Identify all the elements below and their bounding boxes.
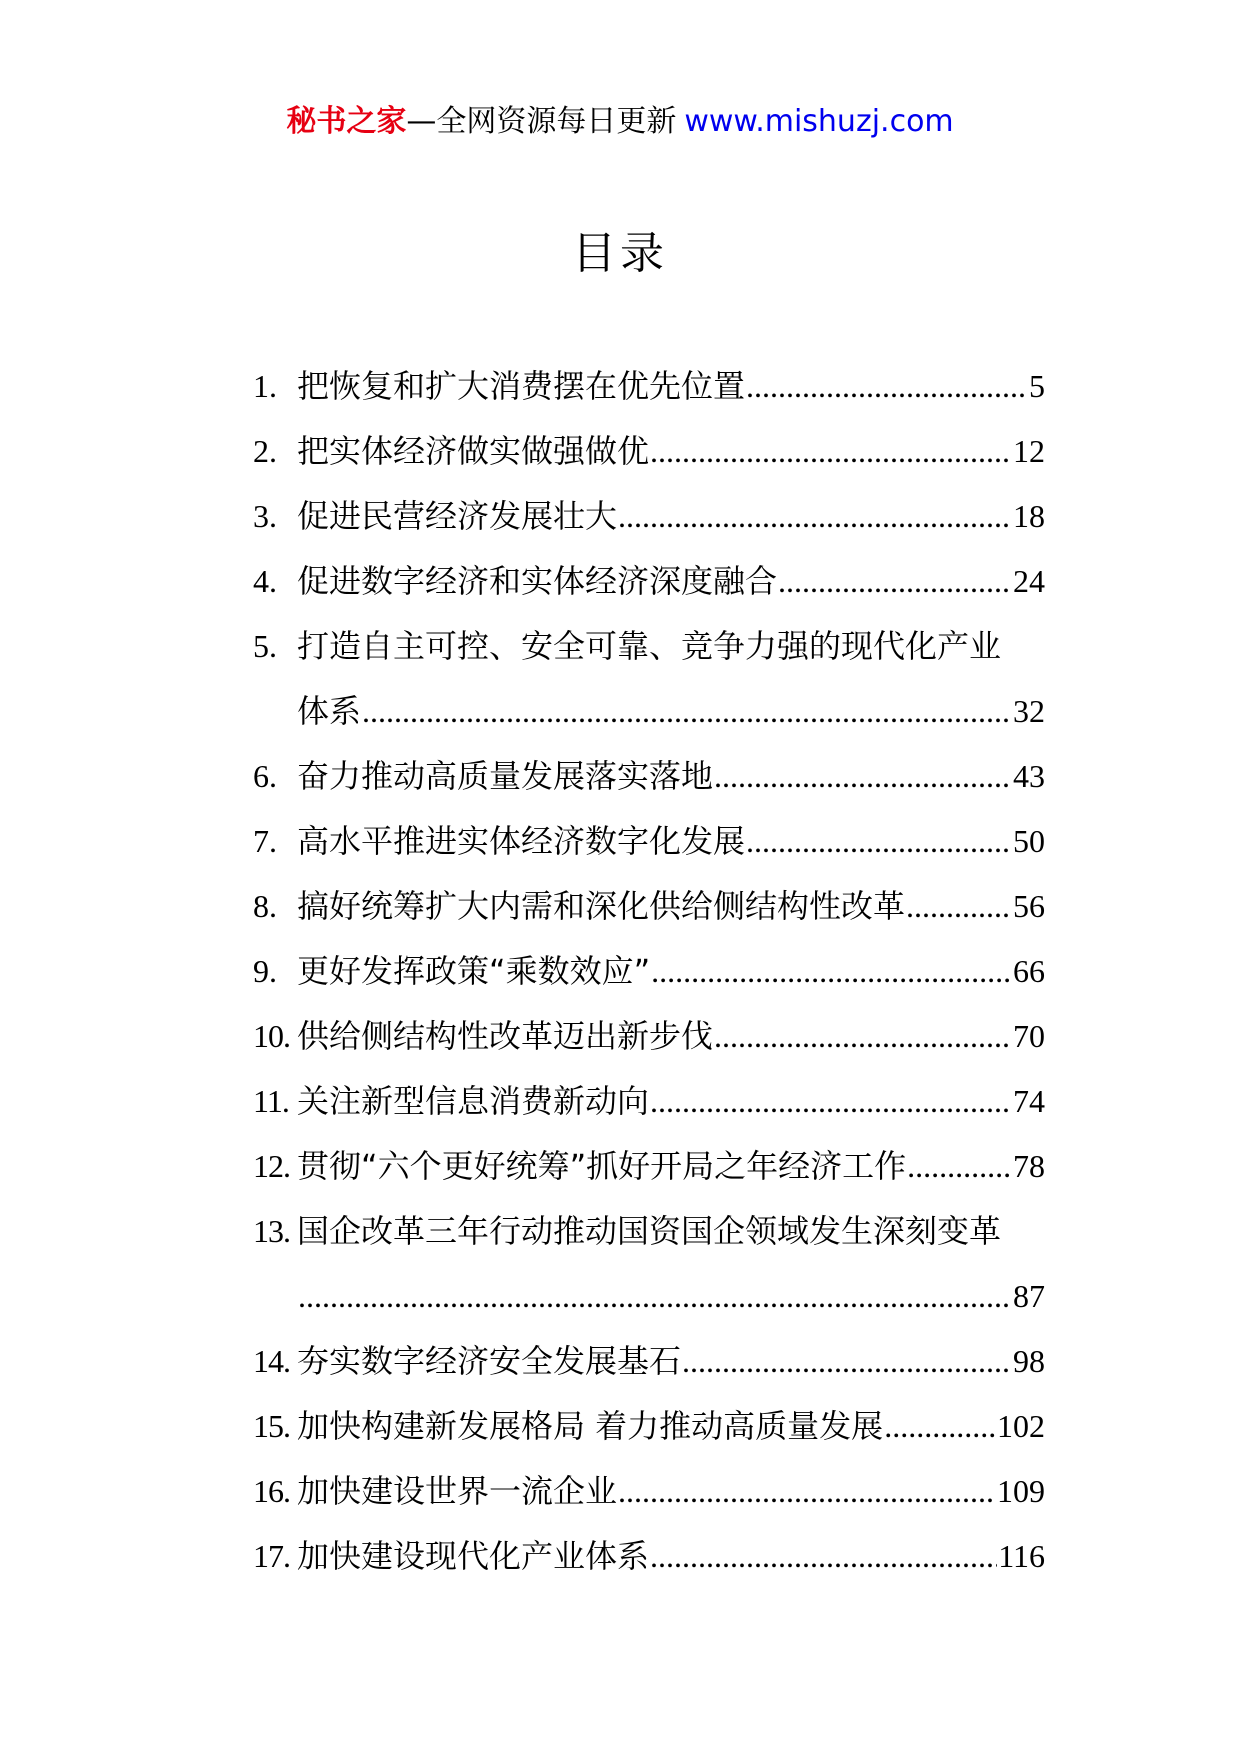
toc-page: 24 (1013, 563, 1045, 599)
toc-entry-continuation[interactable] (253, 679, 1045, 744)
toc-title: 供给侧结构性改革迈出新步伐 (297, 1017, 714, 1055)
toc-title: 加快构建新发展格局 着力推动高质量发展 (297, 1407, 884, 1445)
dot-leader (618, 484, 1012, 549)
toc-number: 5. (253, 628, 277, 664)
toc-number: 16. (253, 1473, 290, 1509)
toc-page: 56 (1013, 888, 1045, 924)
toc-entry[interactable] (253, 1134, 1045, 1199)
dot-leader (618, 1459, 996, 1524)
site-url[interactable]: www.mishuzj.com (684, 104, 954, 139)
toc-title: 奋力推动高质量发展落实落地 (297, 757, 714, 795)
dot-leader (714, 1004, 1012, 1069)
toc-number: 10. (253, 1018, 290, 1054)
toc-title-continuation: 体系 (297, 692, 362, 730)
dot-leader (714, 744, 1012, 809)
brand-name: 秘书之家 (286, 104, 407, 139)
dot-leader (650, 419, 1012, 484)
toc-entry-continuation[interactable] (253, 1264, 1045, 1329)
toc-page: 12 (1013, 433, 1045, 469)
toc-entry[interactable] (253, 1394, 1045, 1459)
dot-leader (651, 939, 1012, 1004)
toc-number: 3. (253, 498, 277, 534)
dot-leader (746, 354, 1028, 419)
toc-number: 15. (253, 1408, 290, 1444)
toc-number: 12. (253, 1148, 290, 1184)
dot-leader (884, 1394, 996, 1459)
toc-page: 50 (1013, 823, 1045, 859)
toc-entry[interactable] (253, 419, 1045, 484)
toc-number: 6. (253, 758, 277, 794)
dot-leader (906, 874, 1012, 939)
toc-page: 87 (1013, 1278, 1045, 1314)
toc-title: 搞好统筹扩大内需和深化供给侧结构性改革 (297, 887, 906, 925)
dot-leader (907, 1134, 1012, 1199)
toc-entry[interactable] (253, 549, 1045, 614)
toc-page: 74 (1013, 1083, 1045, 1119)
toc-page: 70 (1013, 1018, 1045, 1054)
toc-page: 109 (997, 1473, 1045, 1509)
toc-page: 5 (1029, 368, 1045, 404)
toc-title: 高水平推进实体经济数字化发展 (297, 822, 746, 860)
toc-title: 促进数字经济和实体经济深度融合 (297, 562, 778, 600)
table-of-contents (253, 354, 1045, 1589)
toc-number: 11. (253, 1083, 289, 1119)
toc-title: 国企改革三年行动推动国资国企领域发生深刻变革 (297, 1212, 1002, 1250)
dot-leader (746, 809, 1012, 874)
toc-page: 18 (1013, 498, 1045, 534)
toc-entry[interactable] (253, 1069, 1045, 1134)
dot-leader (298, 1264, 1012, 1329)
toc-entry[interactable] (253, 874, 1045, 939)
toc-title: 加快建设世界一流企业 (297, 1472, 618, 1510)
toc-entry[interactable] (253, 744, 1045, 809)
toc-page: 78 (1013, 1148, 1045, 1184)
toc-number: 9. (253, 953, 277, 989)
toc-number: 13. (253, 1213, 290, 1249)
toc-page: 98 (1013, 1343, 1045, 1379)
toc-title: 加快建设现代化产业体系 (297, 1537, 650, 1575)
toc-title: 更好发挥政策“乘数效应” (297, 952, 651, 990)
toc-title: 夯实数字经济安全发展基石 (297, 1342, 682, 1380)
toc-title: 关注新型信息消费新动向 (297, 1082, 650, 1120)
page-title: 目录 (572, 228, 668, 279)
dot-leader (682, 1329, 1012, 1394)
toc-number: 14. (253, 1343, 290, 1379)
toc-number: 1. (253, 368, 277, 404)
toc-page: 43 (1013, 758, 1045, 794)
toc-title: 贯彻“六个更好统筹”抓好开局之年经济工作 (297, 1147, 907, 1185)
toc-entry[interactable] (253, 1459, 1045, 1524)
toc-entry[interactable] (253, 1199, 1045, 1264)
toc-entry[interactable] (253, 1004, 1045, 1069)
toc-page: 102 (997, 1408, 1045, 1444)
toc-number: 4. (253, 563, 277, 599)
toc-title: 把实体经济做实做强做优 (297, 432, 650, 470)
toc-page: 116 (998, 1538, 1045, 1574)
dot-leader (778, 549, 1012, 614)
toc-entry[interactable] (253, 614, 1045, 679)
toc-entry[interactable] (253, 1329, 1045, 1394)
toc-number: 7. (253, 823, 277, 859)
toc-number: 17. (253, 1538, 290, 1574)
toc-entry[interactable] (253, 809, 1045, 874)
toc-page: 32 (1013, 693, 1045, 729)
header-slogan: —全网资源每日更新 (406, 104, 677, 139)
dot-leader (650, 1069, 1012, 1134)
toc-title: 打造自主可控、安全可靠、竞争力强的现代化产业 (297, 627, 1002, 665)
toc-entry[interactable] (253, 1524, 1045, 1589)
dot-leader (650, 1524, 997, 1589)
toc-title: 促进民营经济发展壮大 (297, 497, 618, 535)
toc-number: 2. (253, 433, 277, 469)
toc-title: 把恢复和扩大消费摆在优先位置 (297, 367, 746, 405)
toc-page: 66 (1013, 953, 1045, 989)
dot-leader (362, 679, 1012, 744)
toc-entry[interactable] (253, 939, 1045, 1004)
toc-entry[interactable] (253, 354, 1045, 419)
site-header (0, 100, 1240, 144)
toc-number: 8. (253, 888, 277, 924)
toc-entry[interactable] (253, 484, 1045, 549)
